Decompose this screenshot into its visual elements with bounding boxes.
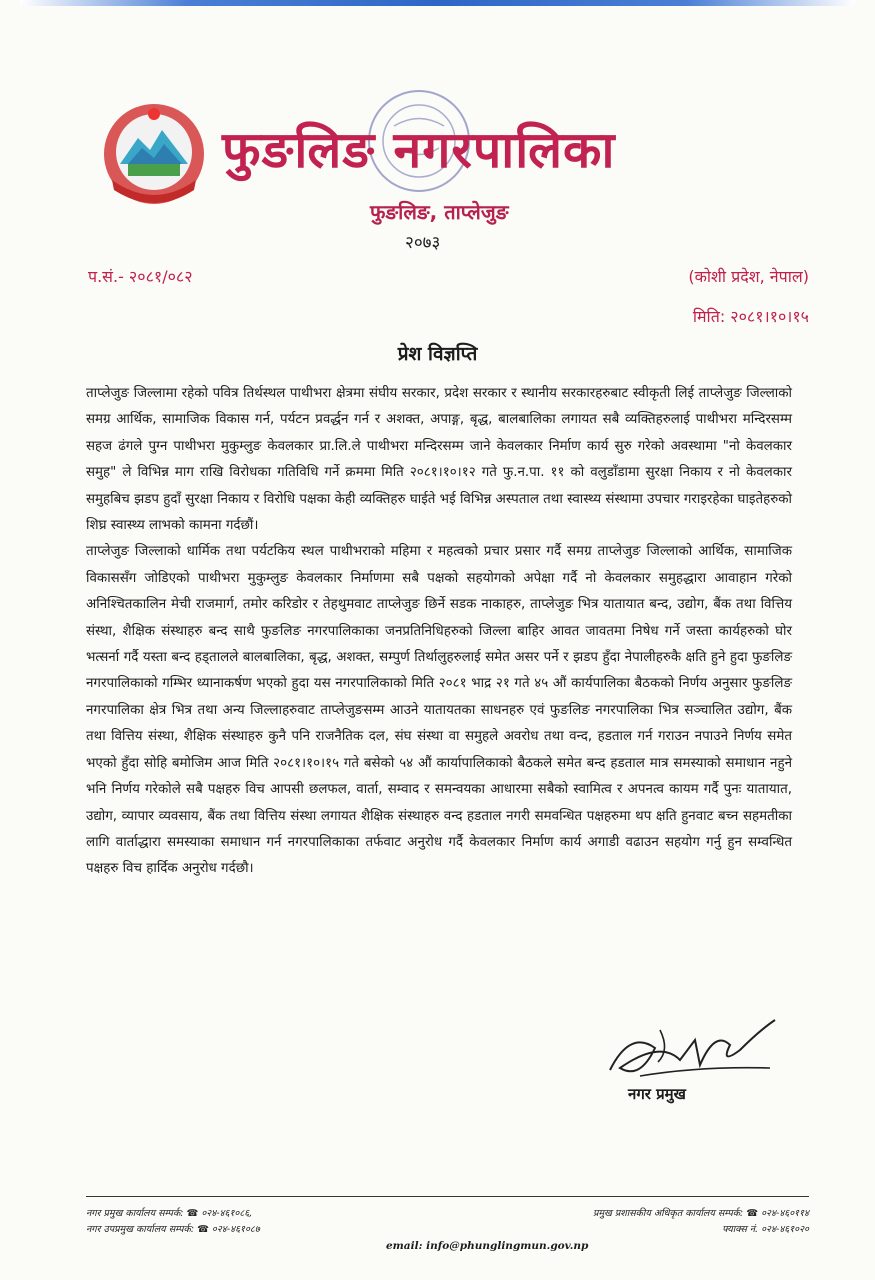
handwritten-signature — [600, 1010, 790, 1088]
reference-number: प.सं.- २०८१/०८२ — [88, 267, 193, 286]
province-label: (कोशी प्रदेश, नेपाल) — [688, 267, 809, 286]
footer-deputy-contact: नगर उपप्रमुख कार्यालय सम्पर्क: ☎ ०२४-४६१०८७ — [86, 1224, 260, 1235]
nepal-emblem-icon — [98, 98, 210, 210]
org-year: २०७३ — [405, 233, 441, 253]
top-border-line — [20, 0, 855, 6]
letter-date: मिति: २०८१।१०।१५ — [692, 307, 809, 326]
footer-cao-contact: प्रमुख प्रशासकीय अधिकृत कार्यालय सम्पर्क: ☎ ०२४-४६०११४ — [592, 1208, 809, 1219]
signer-title: नगर प्रमुख — [628, 1085, 686, 1103]
org-title: फुङलिङ नगरपालिका — [222, 121, 616, 179]
body-paragraph: ताप्लेजुङ जिल्लामा रहेको पवित्र तिर्थस्थल पाथीभरा क्षेत्रमा संघीय सरकार, प्रदेश सरकार र स्थानीय सरकारहरुबाट स्वीकृती लिई ताप्लेजुङ जिल्लाको समग्र आर्थिक, सामाजिक विकास गर्न, पर्यटन प्रवर्द्धन गर्न र अशक्त, अपाङ्ग, बृद्ध, बालबालिका लगायत सबै व्यक्तिहरुलाई पाथीभरा मन्दिरसम्म सहज ढंगले पुग्न पाथीभरा मुकुम्लुङ केवलकार प्रा.लि.ले पाथीभरा मन्दिरसम्म जाने केवलकार निर्माण कार्य सुरु गरेको अवस्थामा "नो केवलकार समुह" ले विभिन्न माग राखि विरोधका गतिविधि गर्ने क्रममा मिति २०८१।१०।१२ गते फु.न.पा. ११ को वलुडाँडामा सुरक्षा निकाय र नो केवलकार समुहबिच झडप हुदाँ सुरक्षा निकाय र विरोधि पक्षका केही व्यक्तिहरु घाईते भई विभिन्न अस्पताल तथा स्वास्थ्य संस्थामा उपचार गराइरहेका घाइतेहरुको शिघ्र स्वास्थ्य लाभको कामना गर्दछौं। — [86, 386, 792, 534]
footer-mayor-contact: नगर प्रमुख कार्यालय सम्पर्क: ☎ ०२४-४६१०८६, — [86, 1208, 253, 1219]
document-heading: प्रेश विज्ञप्ति — [397, 343, 478, 365]
org-subtitle: फुङलिङ, ताप्लेजुङ — [370, 200, 509, 224]
letter-body — [86, 381, 792, 883]
body-paragraph: ताप्लेजुङ जिल्लाको धार्मिक तथा पर्यटकिय स्थल पाथीभराको महिमा र महत्वको प्रचार प्रसार गर्दै समग्र ताप्लेजुङ जिल्लाको आर्थिक, सामाजिक विकाससँग जोडिएको पाथीभरा मुकुम्लुङ केवलकार निर्माणमा सबै पक्षको सहयोगको अपेक्षा गर्दै नो केवलकार समुहद्धारा आवाहान गरेको अनिश्चितकालिन मेची राजमार्ग, तमोर करिडोर र तेहथुमवाट ताप्लेजुङ छिर्ने सडक नाकाहरु, ताप्लेजुङ भित्र यातायात बन्द, उद्योग, बैंक तथा वित्तिय संस्था, शैक्षिक संस्थाहरु बन्द साथै फुङलिङ नगरपालिकाका जनप्रतिनिधिहरुको जिल्ला बाहिर आवत जावतमा निषेध गर्ने जस्ता कार्यहरुको घोर भत्सर्ना गर्दै यस्ता बन्द हड्तालले बालबालिका, बृद्ध, अशक्त, सम्पुर्ण तिर्थालुहरुलाई समेत असर पर्ने र झडप हुँदा नेपालीहरुकै क्षति हुने हुदा फुङलिङ नगरपालिकाको गम्भिर ध्यानाकर्षण भएको हुदा यस नगरपालिकाको मिति २०८१ भाद्र २१ गते ४५ औं कार्यपालिका बैठकको निर्णय अनुसार फुङलिङ नगरपालिका क्षेत्र भित्र तथा अन्य जिल्लाहरुवाट ताप्लेजुङसम्म आउने यातायतका साधनहरु एवं फुङलिङ नगरपालिका भित्र सञ्चालित उद्योग, बैंक तथा वित्तिय संस्था, शैक्षिक संस्थाहरु कुनै पनि राजनैतिक दल, संघ संस्था वा समुहले अवरोध तथा वन्द, हडताल गर्न गराउन नपाउने निर्णय समेत भएको हुँदा सोहि बमोजिम आज मिति २०८१।१०।१५ गते बसेको ५४ औं कार्यापालिकाको बैठकले समेत बन्द हडताल मात्र समस्याको समाधान नहुने भनि निर्णय गरेकोले सबै पक्षहरु विच आपसी छलफल, वार्ता, सम्वाद र समन्वयका आधारमा सबैको स्वामित्व र अपनत्व कायम गर्दै पुनः यातायात, उद्योग, व्यापार व्यवसाय, बैंक तथा वित्तिय संस्था लगायत शैक्षिक संस्थाहरु वन्द हडताल नगरी समवन्धित पक्षहरुमा थप क्षति हुनवाट बच्न सहमतीका लागि वार्ताद्धारा समस्याका समाधान गर्न नगरपालिकाका तर्फवाट अनुरोध गर्दै केवलकार निर्माण कार्य अगाडी वढाउन सहयोग गर्नु हुन सम्वन्धित पक्षहरु विच हार्दिक अनुरोध गर्दछौ। — [86, 544, 792, 877]
footer-fax: फ्याक्स नं. ०२४-४६१०२० — [722, 1224, 809, 1235]
footer-email: email: info@phunglingmun.gov.np — [386, 1240, 589, 1252]
footer-divider — [86, 1196, 809, 1197]
